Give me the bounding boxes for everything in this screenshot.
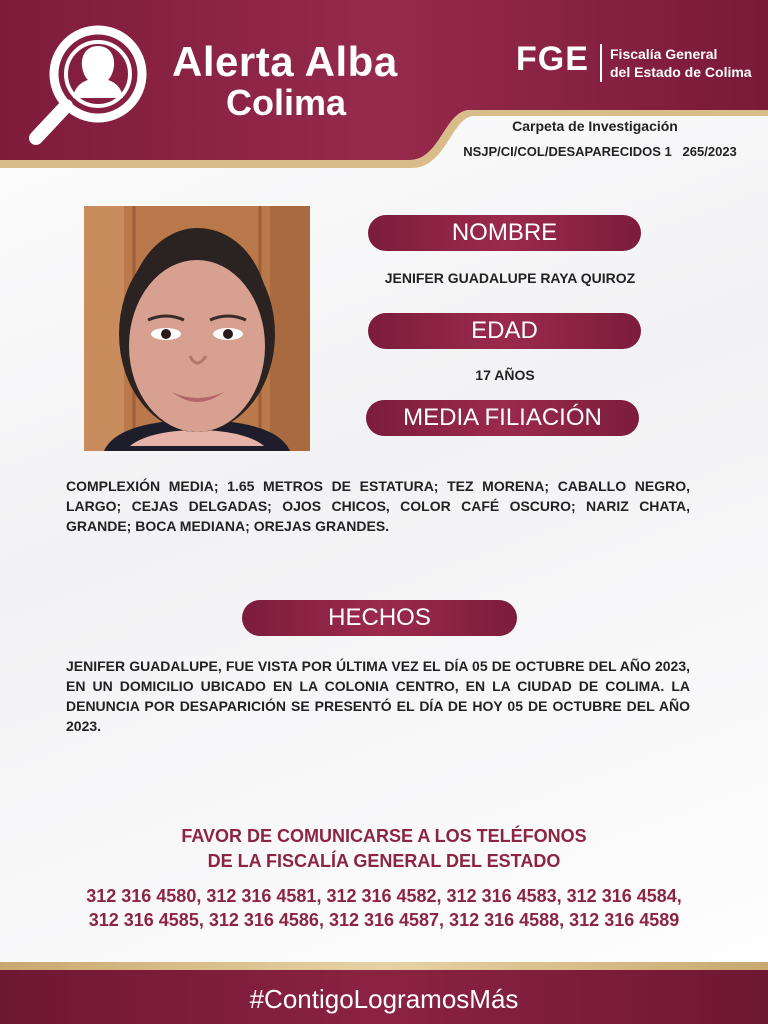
footer: [0, 962, 768, 1024]
title-colima: Colima: [226, 82, 347, 123]
nombre-value: JENIFER GUADALUPE RAYA QUIROZ: [384, 270, 636, 286]
org-acronym: FGE: [516, 40, 589, 78]
carpeta-number: NSJP/CI/COL/DESAPARECIDOS 1 265/2023: [463, 144, 737, 159]
nombre-label: NOMBRE: [368, 215, 641, 251]
footer-hashtag: #ContigoLogramosMás: [249, 984, 519, 1014]
hechos-text: JENIFER GUADALUPE, FUE VISTA POR ÚLTIMA VEZ EL DÍA 05 DE OCTUBRE DEL AÑO 2023, EN UN DOMICILIO UBICADO EN LA COLONIA CENTRO, EN LA CIUDAD DE COLIMA. LA DENUNCIA POR DESAPARICIÓN SE PRESENTÓ EL DÍA DE HOY 05 DE OCTUBRE DEL AÑO 2023.: [66, 658, 690, 734]
media-filiacion-text: COMPLEXIÓN MEDIA; 1.65 METROS DE ESTATURA; TEZ MORENA; CABALLO NEGRO, LARGO; CEJAS DELGADAS; OJOS CHICOS, COLOR CAFÉ OSCURO; NARIZ CHATA, GRANDE; BOCA MEDIANA; OREJAS GRANDES.: [66, 478, 690, 534]
phone-numbers: 312 316 4580, 312 316 4581, 312 316 4582, 312 316 4583, 312 316 4584, 312 316 4585, 312 316 4586, 312 316 4587, 312 316 4588, 312 316 4589: [86, 886, 682, 930]
magnifier-woman-icon: [26, 20, 156, 150]
edad-label: EDAD: [368, 313, 641, 349]
person-photo: [84, 206, 310, 451]
title-alerta-alba: Alerta Alba: [172, 38, 398, 85]
org-name-line2: del Estado de Colima: [610, 64, 752, 80]
footer-gold-stripe: [0, 962, 768, 970]
org-divider: [600, 44, 602, 82]
header: [0, 0, 768, 170]
contact-instructions: [100, 824, 668, 874]
contact-line1: FAVOR DE COMUNICARSE A LOS TELÉFONOS: [181, 826, 587, 846]
edad-value: 17 AÑOS: [475, 367, 535, 383]
media-filiacion-label: MEDIA FILIACIÓN: [366, 400, 639, 436]
contact-line2: DE LA FISCALÍA GENERAL DEL ESTADO: [207, 851, 561, 871]
org-name-line1: Fiscalía General: [610, 46, 718, 62]
hechos-label: HECHOS: [242, 600, 517, 636]
carpeta-label: Carpeta de Investigación: [512, 118, 678, 134]
